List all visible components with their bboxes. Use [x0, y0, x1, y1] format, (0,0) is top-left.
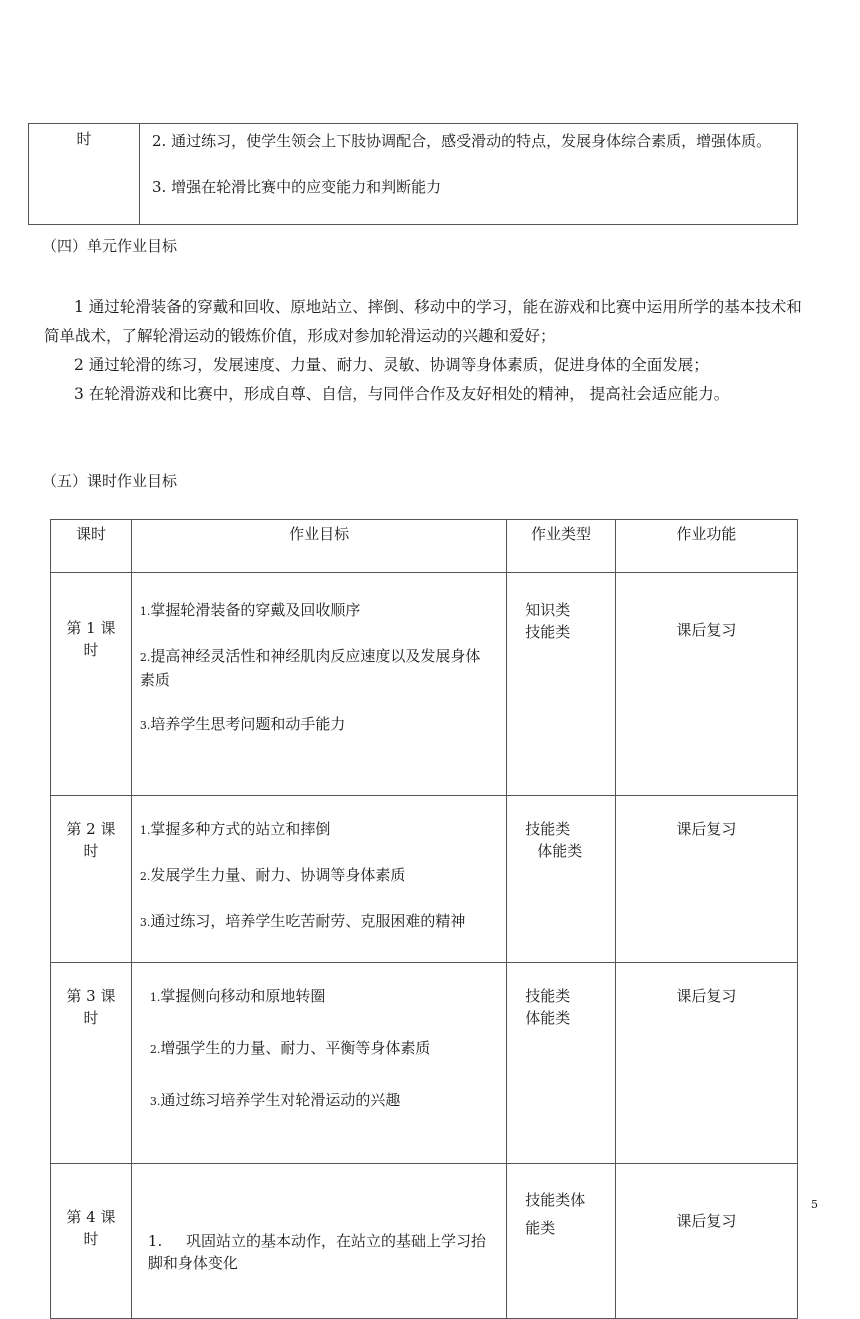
type-line: 体能类 — [537, 842, 583, 860]
type-line: 体能类 — [525, 1009, 571, 1027]
header-lesson: 课时 — [51, 520, 132, 573]
top-table-left-cell: 时 — [29, 124, 140, 225]
goal-item: 1.掌握轮滑装备的穿戴及回收顺序 — [139, 601, 361, 619]
type-cell — [507, 1164, 616, 1319]
goals-cell — [131, 1164, 506, 1319]
section5-heading: （五）课时作业目标 — [42, 472, 178, 490]
goal-item: 1.掌握多种方式的站立和摔倒 — [139, 820, 331, 838]
function-cell: 课后复习 — [615, 573, 797, 796]
header-goal: 作业目标 — [131, 520, 506, 573]
table-row — [51, 963, 798, 1164]
section4-paragraph-2: 2 通过轮滑的练习，发展速度、力量、耐力、灵敏、协调等身体素质，促进身体的全面发展； — [74, 356, 709, 374]
goal-item: 1.掌握侧向移动和原地转圈 — [149, 987, 326, 1005]
top-table-content-cell — [140, 124, 798, 225]
goals-cell — [131, 796, 506, 963]
goal-item: 1. 巩固站立的基本动作，在站立的基础上学习抬脚和身体变化 — [147, 1232, 487, 1272]
type-line: 技能类 — [525, 987, 571, 1005]
type-line: 能类 — [525, 1219, 556, 1237]
header-function: 作业功能 — [615, 520, 797, 573]
page-number: 5 — [811, 1198, 818, 1211]
top-table-item-2: 2. 通过练习，使学生领会上下肢协调配合，感受滑动的特点，发展身体综合素质，增强体质。 — [152, 132, 772, 150]
goal-item: 3.通过练习培养学生对轮滑运动的兴趣 — [149, 1091, 401, 1109]
section4-paragraph-1: 1 通过轮滑装备的穿戴和回收、原地站立、摔倒、移动中的学习，能在游戏和比赛中运用所学的基本技术和简单战术，了解轮滑运动的锻炼价值，形成对参加轮滑运动的兴趣和爱好； — [44, 298, 802, 345]
header-type: 作业类型 — [507, 520, 616, 573]
goal-item: 3.培养学生思考问题和动手能力 — [139, 715, 346, 733]
top-continuation-table — [28, 123, 798, 225]
lesson-goals-table — [50, 519, 798, 1319]
type-line: 技能类 — [525, 820, 571, 838]
lesson-label: 第 2 课时 — [66, 820, 116, 860]
type-line: 技能类 — [525, 623, 571, 641]
section4-heading: （四）单元作业目标 — [42, 237, 178, 255]
section4-paragraph-3: 3 在轮滑游戏和比赛中，形成自尊、自信，与同伴合作及友好相处的精神， 提高社会适应能力。 — [74, 385, 730, 403]
function-cell: 课后复习 — [615, 963, 797, 1164]
lesson-label: 第 1 课时 — [66, 619, 116, 659]
type-line: 知识类 — [525, 601, 571, 619]
lesson-label: 第 3 课时 — [66, 987, 116, 1027]
type-cell — [507, 796, 616, 963]
lesson-label: 第 4 课时 — [66, 1208, 116, 1248]
table-row — [51, 1164, 798, 1319]
function-cell: 课后复习 — [615, 796, 797, 963]
table-header-row — [51, 520, 798, 573]
goals-cell — [131, 573, 506, 796]
goals-cell — [131, 963, 506, 1164]
table-row — [51, 573, 798, 796]
goal-item: 3.通过练习，培养学生吃苦耐劳、克服困难的精神 — [139, 912, 466, 930]
section4-paragraphs — [44, 293, 804, 409]
type-line: 技能类体 — [525, 1191, 586, 1209]
type-cell — [507, 573, 616, 796]
goal-item: 2.提高神经灵活性和神经肌肉反应速度以及发展身体 素质 — [139, 647, 481, 689]
function-cell: 课后复习 — [615, 1164, 797, 1319]
goal-item: 2.增强学生的力量、耐力、平衡等身体素质 — [149, 1039, 431, 1057]
table-row — [51, 796, 798, 963]
goal-item: 2.发展学生力量、耐力、协调等身体素质 — [139, 866, 406, 884]
type-cell — [507, 963, 616, 1164]
top-table-item-3: 3. 增强在轮滑比赛中的应变能力和判断能力 — [152, 178, 442, 196]
